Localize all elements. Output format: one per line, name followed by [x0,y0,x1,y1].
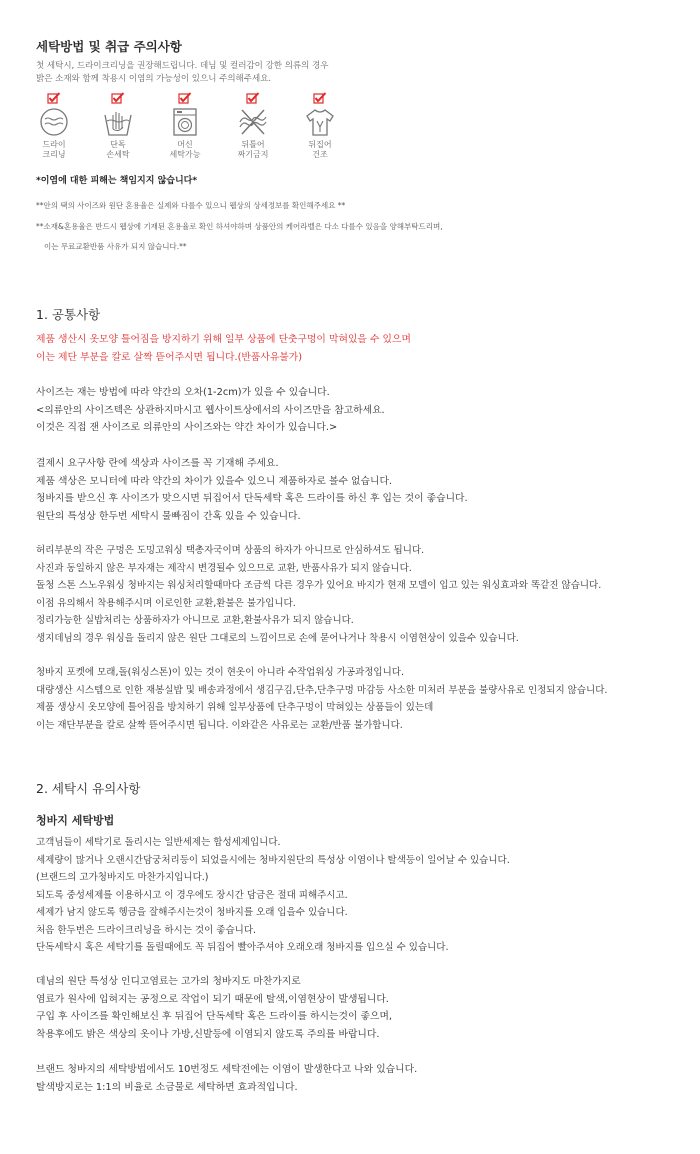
machine-wash-icon [169,107,201,137]
checkmark-icon [246,92,260,104]
text-line: 단독세탁시 혹은 세탁기를 돌릴때에도 꼭 뒤집어 빨아주셔야 오래오래 청바지를 입으실 수 있습니다. [36,942,449,953]
text-line: 돌청 스톤 스노우워싱 청바지는 워싱처리할때마다 조금씩 다른 경우가 있어요 바지가 현재 모델이 입고 있는 워싱효과와 똑같진 않습니다. [36,580,602,591]
icon-label: 뒤틀어 짜기금지 [237,140,269,159]
care-icon-item [34,92,74,160]
paragraph [36,455,468,525]
disclaimer: *이염에 대한 피해는 책임지지 않습니다* [36,176,198,186]
text-line: 세제가 남지 않도록 헹금을 잘해주시는것이 청바지를 오래 입을수 있습니다. [36,907,348,918]
text-line: 청바지 포켓에 모래,돌(워싱스톤)이 있는 것이 현옷이 아니라 수작업워싱 가공과정입니다. [36,667,404,678]
text-line: 이점 유의해서 착용해주시며 이로인한 교환,환불은 불가입니다. [36,597,296,609]
checkmark-icon [111,92,125,104]
text-line: 대량생산 시스템으로 인한 재봉실밥 및 배송과정에서 생김구김,단추,단추구멍 마감등 사소한 미처러 부분을 불량사유로 인정되지 않습니다. [36,684,608,696]
hand-wash-icon [102,107,134,137]
text-line: 처음 한두번은 드라이크리닝을 하시는 것이 좋습니다. [36,924,257,936]
care-intro-line: 밝은 소재와 함께 착용시 이염의 가능성이 있으니 주의해주세요. [36,74,272,84]
care-intro [36,60,376,86]
care-intro-line: 첫 세탁시, 드라이크리닝을 권장해드립니다. 데님 및 컬러감이 강한 의류의 경우 [36,61,329,71]
text-line: 고객님들이 세탁기로 돌리시는 일반세제는 합성세제입니다. [36,837,281,848]
icon-label: 단독 손세탁 [106,140,130,159]
checkmark-icon [313,92,327,104]
text-line: 세제량이 많거나 오랜시간담궁처리등이 되었을시에는 청바지원단의 특성상 이염이나 탈색등이 일어날 수 있습니다. [36,854,510,866]
no-wring-icon [237,107,269,137]
text-line: 제품 색상은 모니터에 따라 약간의 차이가 있을수 있으니 제품하자로 볼수 없습니다. [36,475,393,487]
care-icon-item [98,92,138,160]
text-line: 정리가능한 실밥처리는 상품하자가 아니므로 교환,환불사유가 되지 않습니다. [36,615,354,626]
text-line: 결제시 요구사항 란에 색상과 사이즈를 꼭 기재해 주세요. [36,458,279,469]
text-line: 구입 후 사이즈를 확인해보신 후 뒤집어 단독세탁 혹은 드라이를 하시는것이 좋으며, [36,1011,393,1022]
text-line: 브랜드 청바지의 세탁방법에서도 10번정도 세탁전에는 이염이 발생한다고 나와 있습니다. [36,1064,418,1075]
paragraph [36,542,601,647]
section-subheading: 청바지 세탁방법 [36,814,115,827]
inside-out-dry-icon [304,107,336,137]
checkmark-icon [178,92,192,104]
warning-line: 제품 생산시 옷모양 틀어짐을 방지하기 위해 일부 상품에 단춧구멍이 막혀있을 수 있으며 [36,334,411,345]
paragraph [36,664,607,734]
care-icon-item [233,92,273,160]
checkmark-icon [47,92,61,104]
text-line: 착용후에도 밝은 색상의 옷이나 가방,신발등에 이염되지 않도록 주의를 바랍니다. [36,1028,380,1040]
text-line: 원단의 특성상 한두번 세탁시 물빠짐이 간혹 있을 수 있습니다. [36,510,301,522]
section-heading: 1. 공통사항 [36,307,101,322]
text-line: 사이즈는 재는 방법에 따라 약간의 오차(1-2cm)가 있을 수 있습니다. [36,387,330,398]
text-line: <의류안의 사이즈텍은 상관하지마시고 웹사이트상에서의 사이즈만을 참고하세요. [36,404,385,416]
text-line: 제품 생상시 옷모양에 틀어짐을 방치하기 위해 일부상품에 단추구멍이 막혀있는 상품들이 있는데 [36,702,434,713]
paragraph [36,973,392,1043]
care-icon-item [165,92,205,160]
text-line: 청바지를 받으신 후 사이즈가 맞으시면 뒤집어서 단독세탁 혹은 드라이를 하신 후 입는 것이 좋습니다. [36,493,468,504]
paragraph [36,834,510,957]
text-line: 이는 재단부분을 칼로 살짝 뜯어주시면 됩니다. 이와같은 사유로는 교환/반품 불가합니다. [36,719,403,731]
section-heading: 2. 세탁시 유의사항 [36,781,141,796]
warning-text [36,331,411,366]
icon-label: 드라이 크리닝 [42,140,66,159]
care-icon-row [34,92,364,172]
care-note: **안의 택의 사이즈와 원단 혼용율은 실제와 다를수 있으니 웹상의 상세정보를 확인해주세요 ** [36,201,346,210]
text-line: 데님의 원단 특성상 인디고염료는 고가의 청바지도 마찬가지로 [36,976,301,987]
care-note: 이는 무료교환반품 사유가 되지 않습니다.** [44,242,187,251]
warning-line: 이는 제단 부분을 칼로 살짝 뜯어주시면 됩니다.(반품사유불가) [36,351,303,363]
paragraph [36,384,385,437]
text-line: 탈색방지로는 1:1의 비율로 소금물로 세탁하면 효과적입니다. [36,1081,298,1093]
text-line: 허리부분의 작은 구멍은 도밍고워싱 택총자국이며 상품의 하자가 아니므로 안심하셔도 됩니다. [36,545,425,556]
text-line: 되도록 중성세제를 이용하시고 이 경우에도 장시간 담금은 절대 피해주시고. [36,889,348,901]
paragraph [36,1061,417,1096]
text-line: 이것은 직접 잰 사이즈로 의류안의 사이즈와는 약간 차이가 있습니다.> [36,422,338,433]
care-icon-item [300,92,340,160]
icon-label: 뒤집어 건조 [308,140,332,159]
text-line: 사진과 동일하지 않은 부자재는 제작시 변경될수 있으므로 교환, 반품사유가 되지 않습니다. [36,562,412,574]
care-title: 세탁방법 및 취급 주의사항 [36,39,182,54]
dry-clean-icon [38,107,70,137]
text-line: 생지데님의 경우 워싱을 돌리지 않은 원단 그대로의 느낌이므로 손에 묻어나거나 착용시 이염현상이 있을수 있습니다. [36,632,519,644]
text-line: (브랜드의 고가청바지도 마찬가지입니다.) [36,872,209,883]
text-line: 염료가 원사에 입혀지는 공정으로 작업이 되기 때문에 탈색,이염현상이 발생됩니다. [36,993,389,1005]
care-note: **소재&혼용율은 반드시 웹상에 기재된 혼용율로 확인 하셔야하며 상품안의 케어라벨은 다소 다를수 있음을 양해부탁드리며, [36,222,443,231]
icon-label: 머신 세탁가능 [169,140,201,159]
